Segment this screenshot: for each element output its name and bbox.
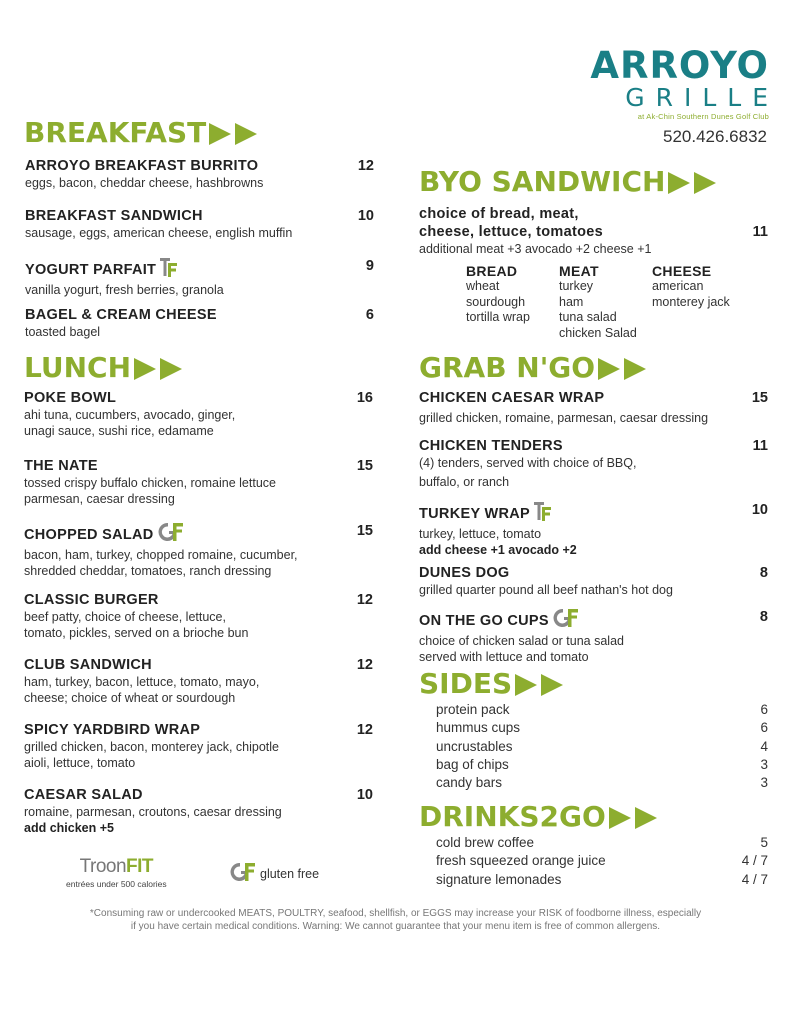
item-price: 12 bbox=[356, 657, 373, 673]
gluten-free-icon bbox=[553, 608, 579, 633]
item-name: THE NATE bbox=[24, 458, 98, 474]
menu-item bbox=[419, 564, 768, 598]
list-item bbox=[436, 871, 768, 889]
troon-fit-icon bbox=[160, 257, 178, 282]
item-description: sausage, eggs, american cheese, english muffin bbox=[25, 226, 293, 240]
menu-item bbox=[24, 591, 373, 641]
item-price: 12 bbox=[356, 592, 373, 608]
menu-item bbox=[419, 389, 768, 426]
menu-item bbox=[419, 501, 768, 558]
byo-option: turkey bbox=[559, 279, 594, 293]
side-name: protein pack bbox=[436, 702, 510, 717]
item-name: CAESAR SALAD bbox=[24, 787, 143, 803]
section-title-text: LUNCH bbox=[24, 351, 131, 384]
item-name: CLASSIC BURGER bbox=[24, 592, 159, 608]
side-price: 4 bbox=[760, 738, 768, 754]
section-title-sides bbox=[419, 668, 567, 700]
item-description: romaine, parmesan, croutons, caesar dressing bbox=[24, 805, 282, 819]
menu-item bbox=[24, 522, 373, 579]
item-addon: add cheese +1 avocado +2 bbox=[419, 543, 577, 557]
allergen-disclaimer bbox=[30, 907, 761, 933]
byo-addons: additional meat +3 avocado +2 cheese +1 bbox=[419, 242, 652, 256]
byo-option: american bbox=[652, 279, 704, 293]
byo-column-header: MEAT bbox=[559, 263, 599, 279]
drink-name: signature lemonades bbox=[436, 871, 562, 887]
item-name: CHICKEN CAESAR WRAP bbox=[419, 390, 605, 406]
drink-name: cold brew coffee bbox=[436, 835, 535, 850]
item-description: beef patty, choice of cheese, lettuce, bbox=[24, 610, 226, 624]
section-title-breakfast bbox=[24, 117, 261, 149]
item-price: 15 bbox=[356, 523, 373, 539]
byo-option: sourdough bbox=[466, 294, 526, 309]
section-title-text: BYO SANDWICH bbox=[419, 165, 666, 198]
item-name: POKE BOWL bbox=[24, 390, 117, 406]
item-name: ON THE GO CUPS bbox=[419, 613, 549, 629]
item-description: cheese; choice of wheat or sourdough bbox=[24, 691, 236, 705]
item-name: YOGURT PARFAIT bbox=[25, 262, 157, 278]
item-description: tossed crispy buffalo chicken, romaine lettuce bbox=[24, 476, 276, 490]
item-description: grilled chicken, bacon, monterey jack, chipotle bbox=[24, 740, 279, 754]
logo-wordmark-bottom: GRILLE bbox=[625, 83, 779, 112]
side-price: 3 bbox=[760, 756, 768, 772]
troon-fit-logo bbox=[66, 857, 167, 877]
item-name-row bbox=[419, 608, 768, 633]
menu-item bbox=[24, 457, 373, 507]
item-price: 9 bbox=[365, 258, 374, 274]
item-addon: add chicken +5 bbox=[24, 821, 114, 835]
item-price: 6 bbox=[365, 307, 374, 323]
list-item bbox=[436, 774, 768, 792]
troon-fit-legend bbox=[66, 857, 167, 889]
item-price: 12 bbox=[356, 722, 373, 738]
side-name: bag of chips bbox=[436, 756, 509, 772]
menu-item bbox=[24, 786, 373, 836]
item-description: turkey, lettuce, tomato bbox=[419, 527, 542, 541]
item-description: grilled chicken, romaine, parmesan, caesar dressing bbox=[419, 411, 709, 425]
byo-description-line: choice of bread, meat, bbox=[419, 206, 579, 222]
item-name-row bbox=[419, 501, 768, 526]
menu-item bbox=[419, 608, 768, 665]
item-description: eggs, bacon, cheddar cheese, hashbrowns bbox=[25, 176, 264, 190]
item-description: grilled quarter pound all beef nathan's hot dog bbox=[419, 583, 673, 597]
troon-fit-icon bbox=[534, 501, 552, 526]
item-description: shredded cheddar, tomatoes, ranch dressing bbox=[24, 564, 272, 578]
item-description: ham, turkey, bacon, lettuce, tomato, mayo, bbox=[24, 675, 260, 689]
double-arrow-icon bbox=[209, 123, 261, 145]
item-price: 10 bbox=[356, 787, 373, 803]
item-price: 8 bbox=[759, 565, 768, 581]
menu-item bbox=[25, 207, 374, 241]
byo-column-meat bbox=[559, 263, 637, 341]
side-price: 3 bbox=[760, 775, 768, 791]
item-description: bacon, ham, turkey, chopped romaine, cucumber, bbox=[24, 548, 298, 562]
list-item bbox=[436, 738, 768, 756]
fit-word: FIT bbox=[126, 856, 154, 877]
list-item bbox=[436, 852, 768, 870]
disclaimer-line: *Consuming raw or undercooked MEATS, POULTRY, seafood, shellfish, or EGGS may increase your RISK of foodborne illness, especially bbox=[89, 908, 702, 919]
item-name: DUNES DOG bbox=[419, 565, 510, 581]
drink-price: 4 / 7 bbox=[741, 871, 768, 887]
section-title-text: DRINKS2GO bbox=[419, 800, 606, 833]
item-description: toasted bagel bbox=[25, 325, 101, 339]
item-price: 8 bbox=[759, 609, 768, 625]
troon-fit-caption: entrées under 500 calories bbox=[66, 879, 167, 889]
item-description: aioli, lettuce, tomato bbox=[24, 756, 136, 770]
byo-column-header: CHEESE bbox=[652, 263, 712, 279]
gluten-free-icon bbox=[230, 862, 256, 887]
byo-column-header: BREAD bbox=[466, 263, 518, 279]
item-description: ahi tuna, cucumbers, avocado, ginger, bbox=[24, 408, 236, 422]
item-price: 16 bbox=[356, 390, 373, 406]
side-price: 6 bbox=[760, 720, 768, 736]
list-item bbox=[436, 756, 768, 774]
double-arrow-icon bbox=[668, 172, 720, 194]
item-name: CHICKEN TENDERS bbox=[419, 438, 563, 454]
gluten-free-legend bbox=[230, 862, 319, 887]
item-name: BAGEL & CREAM CHEESE bbox=[25, 307, 217, 323]
item-name: TURKEY WRAP bbox=[419, 506, 530, 522]
item-price: 10 bbox=[751, 502, 768, 518]
phone-number: 520.426.6832 bbox=[663, 127, 767, 146]
drink-price: 5 bbox=[760, 835, 768, 850]
troon-word: Troon bbox=[79, 856, 127, 877]
section-title-text: GRAB N'GO bbox=[419, 351, 596, 384]
restaurant-logo bbox=[583, 44, 779, 121]
byo-sandwich-item bbox=[419, 205, 768, 257]
item-description: unagi sauce, sushi rice, edamame bbox=[24, 424, 214, 438]
menu-item bbox=[419, 437, 768, 490]
item-price: 11 bbox=[752, 438, 768, 454]
byo-description-line: cheese, lettuce, tomatoes bbox=[419, 224, 603, 240]
item-description: vanilla yogurt, fresh berries, granola bbox=[25, 283, 224, 297]
item-description: (4) tenders, served with choice of BBQ, bbox=[419, 456, 637, 470]
menu-item bbox=[24, 721, 373, 771]
gluten-free-label: gluten free bbox=[260, 867, 320, 881]
menu-item bbox=[25, 257, 374, 298]
item-name-row bbox=[25, 257, 374, 282]
item-name: CLUB SANDWICH bbox=[24, 657, 152, 673]
byo-column-cheese bbox=[652, 263, 730, 310]
item-name: CHOPPED SALAD bbox=[24, 527, 154, 543]
byo-column-bread bbox=[466, 263, 530, 326]
item-description: buffalo, or ranch bbox=[419, 475, 510, 489]
drinks-list bbox=[436, 834, 768, 889]
menu-item bbox=[24, 389, 373, 439]
drink-name: fresh squeezed orange juice bbox=[436, 853, 606, 869]
byo-option: tuna salad bbox=[559, 310, 617, 324]
list-item bbox=[436, 834, 768, 852]
item-description: served with lettuce and tomato bbox=[419, 650, 589, 664]
logo-wordmark-top: ARROYO bbox=[590, 44, 769, 87]
list-item bbox=[436, 701, 768, 719]
item-price: 12 bbox=[357, 158, 374, 174]
item-description: parmesan, caesar dressing bbox=[24, 492, 175, 506]
section-title-text: SIDES bbox=[419, 667, 513, 700]
item-price: 15 bbox=[356, 458, 373, 474]
disclaimer-line: if you have certain medical conditions. Warning: We cannot guarantee that your menu item is free of common allergens. bbox=[130, 921, 661, 932]
double-arrow-icon bbox=[134, 358, 186, 380]
item-name: ARROYO BREAKFAST BURRITO bbox=[25, 158, 259, 174]
menu-item bbox=[25, 306, 374, 340]
menu-item bbox=[24, 656, 373, 706]
menu-item bbox=[25, 157, 374, 191]
item-price: 15 bbox=[751, 390, 768, 406]
side-name: hummus cups bbox=[436, 720, 521, 736]
byo-option: monterey jack bbox=[652, 294, 730, 309]
double-arrow-icon bbox=[515, 674, 567, 696]
section-title-drinks2go bbox=[419, 801, 661, 833]
item-price: 10 bbox=[357, 208, 374, 224]
sides-list bbox=[436, 701, 768, 792]
section-title-text: BREAKFAST bbox=[24, 116, 207, 149]
side-name: uncrustables bbox=[436, 738, 513, 754]
section-title-byo-sandwich bbox=[419, 166, 720, 198]
item-description: choice of chicken salad or tuna salad bbox=[419, 634, 624, 648]
gluten-free-icon bbox=[158, 522, 184, 547]
double-arrow-icon bbox=[598, 358, 650, 380]
byo-option: tortilla wrap bbox=[466, 310, 530, 324]
item-name: SPICY YARDBIRD WRAP bbox=[24, 722, 201, 738]
item-description: tomato, pickles, served on a brioche bun bbox=[24, 626, 249, 640]
item-name-row bbox=[24, 522, 373, 547]
drink-price: 4 / 7 bbox=[741, 853, 768, 869]
list-item bbox=[436, 719, 768, 737]
section-title-lunch bbox=[24, 352, 186, 384]
double-arrow-icon bbox=[609, 807, 661, 829]
item-price: 11 bbox=[752, 224, 768, 240]
byo-option: chicken Salad bbox=[559, 325, 637, 340]
side-name: candy bars bbox=[436, 775, 503, 791]
section-title-grab-n-go bbox=[419, 352, 650, 384]
byo-option: ham bbox=[559, 294, 584, 309]
side-price: 6 bbox=[760, 702, 768, 717]
item-name: BREAKFAST SANDWICH bbox=[25, 208, 203, 224]
logo-tagline: at Ak-Chin Southern Dunes Golf Club bbox=[637, 112, 769, 121]
byo-option: wheat bbox=[466, 279, 500, 293]
